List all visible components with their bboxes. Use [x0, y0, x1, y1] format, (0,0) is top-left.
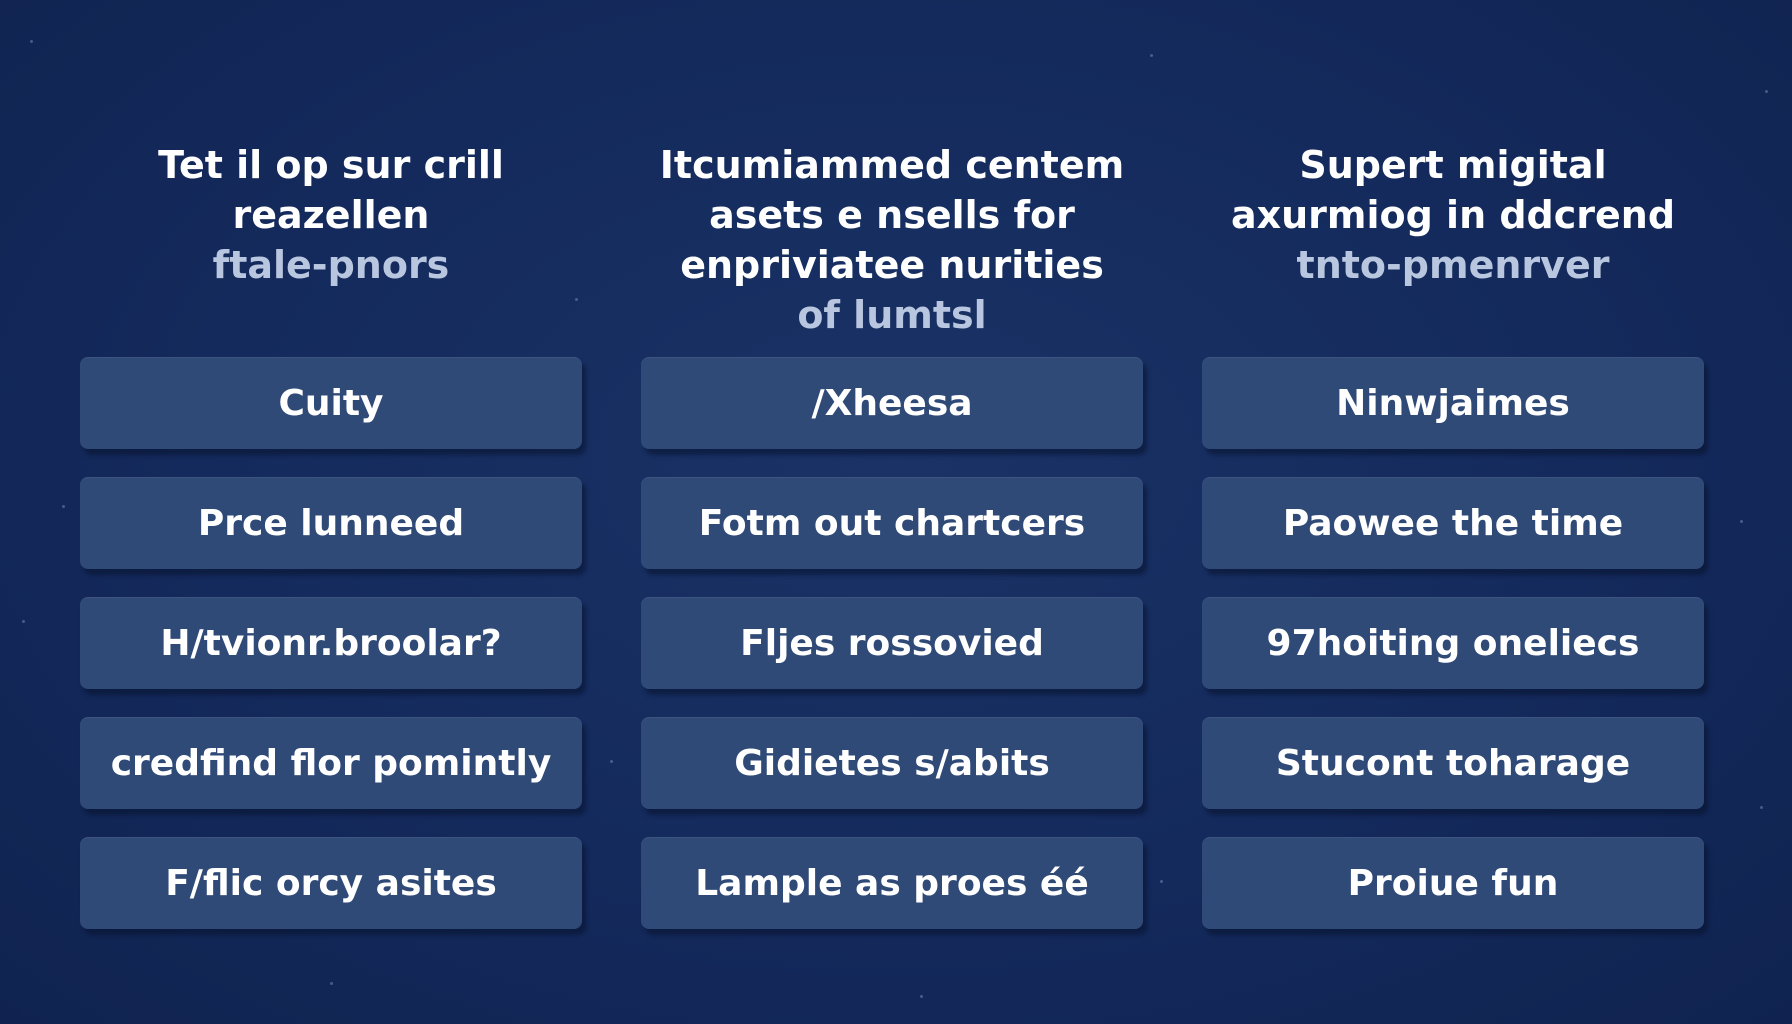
heading-line: Itcumiammed centem: [659, 143, 1125, 187]
heading-line: Supert migital: [1299, 143, 1607, 187]
column-heading: [80, 140, 582, 290]
option-button[interactable]: Ninwjaimes: [1202, 357, 1704, 449]
option-button[interactable]: /Xheesa: [641, 357, 1143, 449]
heading-line: Tet il op sur crill: [158, 143, 504, 187]
option-button[interactable]: Stucont toharage: [1202, 717, 1704, 809]
background-speck: [575, 298, 578, 301]
background-speck: [1765, 90, 1768, 93]
background-speck: [1160, 880, 1163, 883]
option-button[interactable]: Fljes rossovied: [641, 597, 1143, 689]
option-button[interactable]: Prce lunneed: [80, 477, 582, 569]
option-button[interactable]: Paowee the time: [1202, 477, 1704, 569]
heading-subline: tnto-pmenrver: [1296, 243, 1610, 287]
heading-line: asets e nsells for: [709, 193, 1075, 237]
background-speck: [1150, 54, 1153, 57]
background-speck: [30, 40, 33, 43]
option-button[interactable]: Proiue fun: [1202, 837, 1704, 929]
heading-subline: of lumtsl: [797, 293, 987, 337]
background-speck: [22, 620, 25, 623]
background-speck: [920, 995, 923, 998]
column-heading: [1202, 140, 1704, 290]
heading-line: axurmiog in ddcrend: [1230, 193, 1676, 237]
option-button[interactable]: Fotm out chartcers: [641, 477, 1143, 569]
option-button[interactable]: Gidietes s/abits: [641, 717, 1143, 809]
option-button[interactable]: H/tvionr.broolar?: [80, 597, 582, 689]
heading-line: reazellen: [232, 193, 430, 237]
option-button[interactable]: 97hoiting oneliecs: [1202, 597, 1704, 689]
option-button[interactable]: credfind flor pomintly: [80, 717, 582, 809]
heading-line: enpriviatee nurities: [680, 243, 1104, 287]
option-button[interactable]: F/flic orcy asites: [80, 837, 582, 929]
column-heading: [641, 140, 1143, 340]
heading-subline: ftale-pnors: [212, 243, 450, 287]
option-button[interactable]: Lample as proes éé: [641, 837, 1143, 929]
background-speck: [62, 505, 65, 508]
background-speck: [1740, 520, 1743, 523]
background-speck: [330, 982, 333, 985]
background-speck: [610, 760, 613, 763]
background-speck: [1760, 806, 1763, 809]
option-button[interactable]: Cuity: [80, 357, 582, 449]
